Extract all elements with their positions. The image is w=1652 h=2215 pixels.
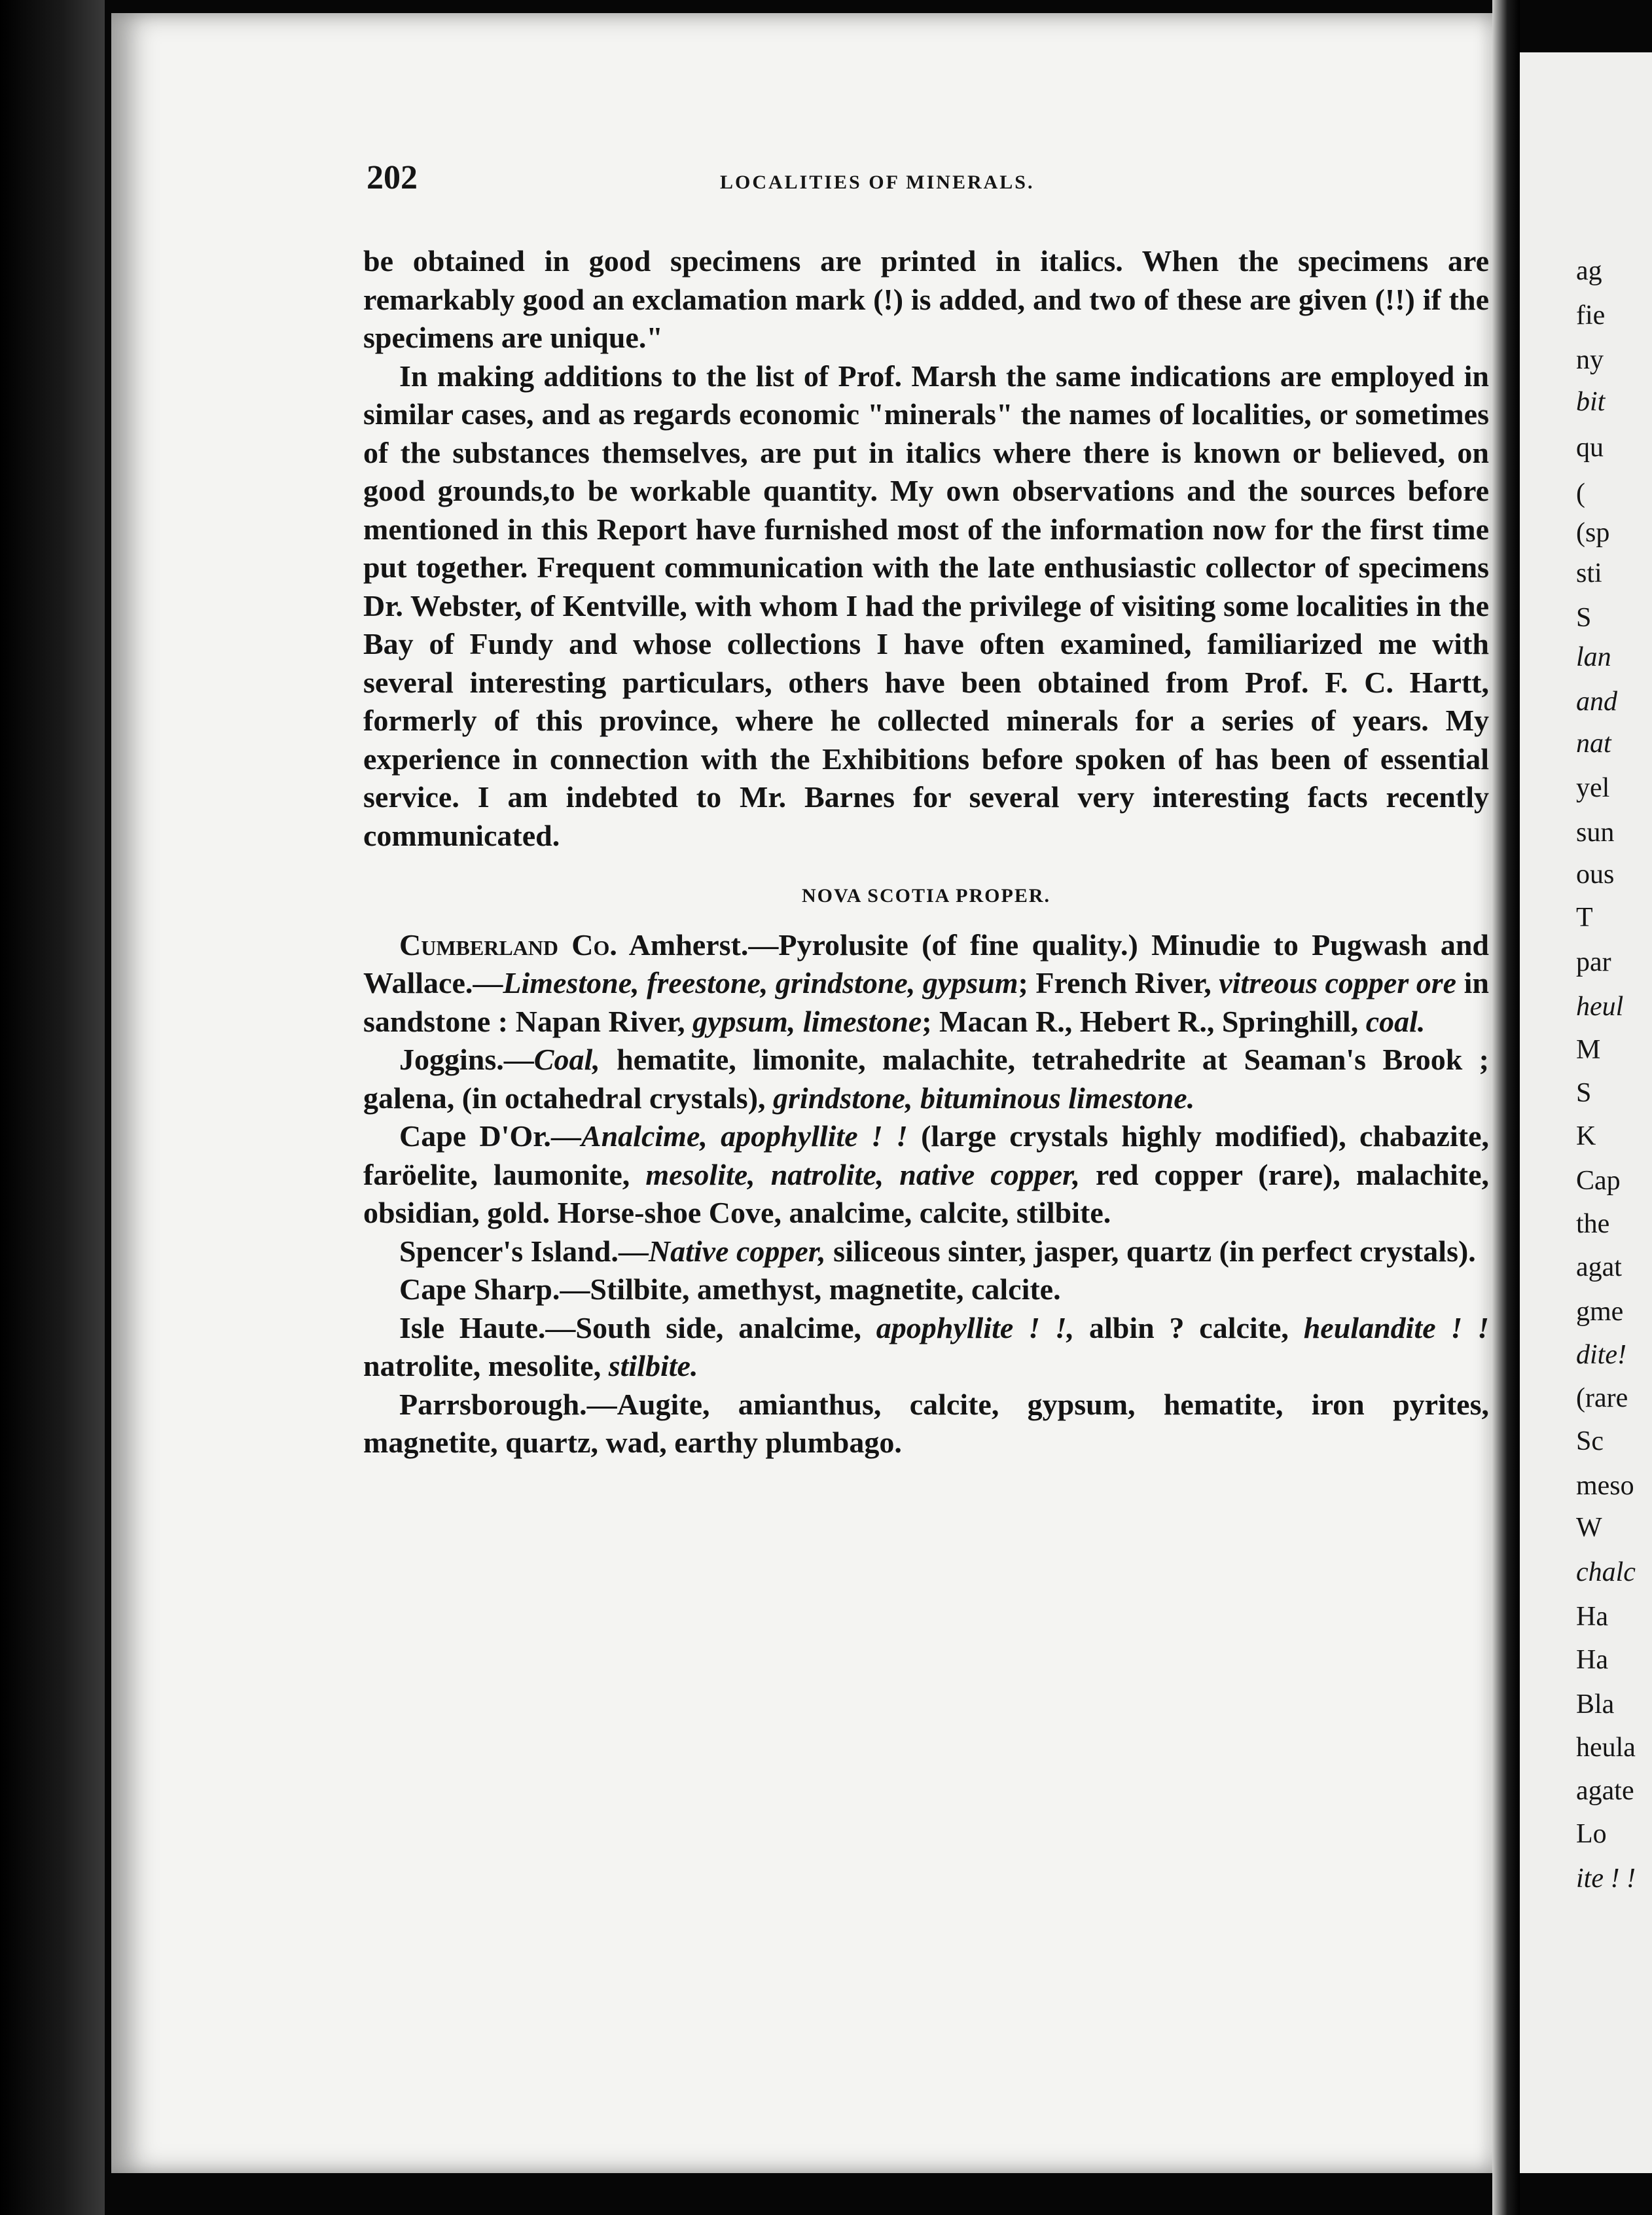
facing-page-fragment: Sc (1576, 1426, 1604, 1456)
facing-page-fragment: K (1576, 1121, 1596, 1151)
entry-isle-haute: Isle Haute.—South side, analcime, apophyllite ! !, albin ? calcite, heulandite ! ! natrolite, mesolite, stilbite. (363, 1310, 1489, 1382)
facing-page-fragment: (sp (1576, 518, 1610, 548)
entry-cumberland: Cumberland Co. Amherst.—Pyrolusite (of fine quality.) Minudie to Pugwash and Wallace.—Limestone, freestone, grindstone, gypsum; French River, vitreous copper ore in sandstone : Napan River, gypsum, limestone; Macan R., Hebert R., Springhill, coal. (363, 927, 1489, 1038)
facing-page-fragment: agate (1576, 1776, 1634, 1806)
book-page (111, 13, 1492, 2173)
book-spine-shadow (0, 0, 105, 2215)
facing-page-fragment: chalc (1576, 1557, 1636, 1587)
facing-page-fragment: heul (1576, 992, 1624, 1022)
page-gutter (1492, 0, 1520, 2215)
facing-page-fragment: S (1576, 1078, 1592, 1108)
entry-cape-dor: Cape D'Or.—Analcime, apophyllite ! ! (large crystals highly modified), chabazite, faröelite, laumonite, mesolite, natrolite, native copper, red copper (rare), malachite, obsidian, gold. Horse-shoe Cove, analcime, calcite, stilbite. (363, 1119, 1490, 1229)
facing-page-fragment: bit (1576, 387, 1606, 417)
facing-page-fragment: lan (1576, 642, 1611, 672)
facing-page-fragment: T (1576, 903, 1593, 933)
facing-page-fragment: fie (1576, 300, 1606, 331)
facing-page-fragment: M (1576, 1035, 1601, 1065)
facing-page-fragment: meso (1576, 1471, 1634, 1501)
facing-page-fragment: and (1576, 687, 1617, 717)
facing-page-fragment: gme (1576, 1297, 1624, 1327)
facing-page-fragment: W (1576, 1513, 1602, 1543)
facing-page-fragment: ny (1576, 345, 1604, 375)
facing-page-fragment: the (1576, 1209, 1610, 1239)
body-text (363, 242, 1489, 1462)
facing-page-fragment: S (1576, 603, 1592, 633)
facing-page-fragment: dite! (1576, 1340, 1626, 1370)
facing-page-fragment: ous (1576, 859, 1615, 890)
running-head (111, 158, 1492, 204)
entry-joggins: Joggins.—Coal, hematite, limonite, malachite, tetrahedrite at Seaman's Brook ; galena, (in octahedral crystals), grindstone, bituminous limestone. (363, 1043, 1489, 1115)
facing-page-fragment: sun (1576, 818, 1615, 848)
facing-page-fragment: Bla (1576, 1689, 1615, 1720)
facing-page-fragment: yel (1576, 773, 1610, 803)
paragraph-additions: In making additions to the list of Prof. Marsh the same indications are employed in similar cases, and as regards economic "minerals" the names of localities, or sometimes of the substances themselves, are put in italics where there is known or believed, on good grounds,to be workable quantity. My own observations and the sources before mentioned in this Report have furnished most of the information now for the first time put together. Frequent communication with the late enthusiastic collector of specimens Dr. Webster, of Kentville, with whom I had the privilege of visiting some localities in the Bay of Fundy and whose collections I have often examined, familiarized me with several interesting particulars, others have been obtained from Prof. F. C. Hartt, formerly of this province, where he collected minerals for a series of years. My experience in connection with the Exhibitions before spoken of has been of essential service. I am indebted to Mr. Barnes for several very interesting facts recently communicated. (363, 359, 1489, 852)
facing-page-fragment: ( (1576, 478, 1585, 509)
page-number: 202 (367, 159, 418, 196)
facing-page-fragment: nat (1576, 729, 1611, 759)
facing-page-edge (1520, 52, 1652, 2173)
entry-spencers-island: Spencer's Island.—Native copper, siliceous sinter, jasper, quartz (in perfect crystals). (399, 1234, 1476, 1268)
facing-page-fragment: qu (1576, 433, 1604, 463)
paragraph-continuation: be obtained in good specimens are printed in italics. When the specimens are remarkably good an exclamation mark (!) is added, and two of these are given (!!) if the specimens are unique." (363, 244, 1489, 354)
facing-page-fragment: heula (1576, 1733, 1636, 1763)
facing-page-fragment: Ha (1576, 1645, 1608, 1675)
county-name: Cumberland Co. (399, 927, 617, 962)
facing-page-fragment: Lo (1576, 1819, 1607, 1849)
entry-parrsborough: Parrsborough.—Augite, amianthus, calcite, gypsum, hematite, iron pyrites, magnetite, quartz, wad, earthy plumbago. (363, 1387, 1489, 1459)
section-heading: NOVA SCOTIA PROPER. (801, 885, 1050, 907)
facing-page-fragment: ag (1576, 256, 1602, 286)
facing-page-fragment: ite ! ! (1576, 1864, 1636, 1894)
facing-page-fragment: sti (1576, 558, 1602, 588)
facing-page-fragment: Ha (1576, 1602, 1608, 1632)
facing-page-fragment: par (1576, 947, 1611, 977)
facing-page-fragment: agat (1576, 1252, 1622, 1282)
running-title: LOCALITIES OF MINERALS. (720, 171, 1035, 193)
entry-cape-sharp: Cape Sharp.—Stilbite, amethyst, magnetite, calcite. (399, 1272, 1061, 1306)
facing-page-fragment: Cap (1576, 1166, 1621, 1196)
facing-page-fragment: (rare (1576, 1383, 1628, 1413)
